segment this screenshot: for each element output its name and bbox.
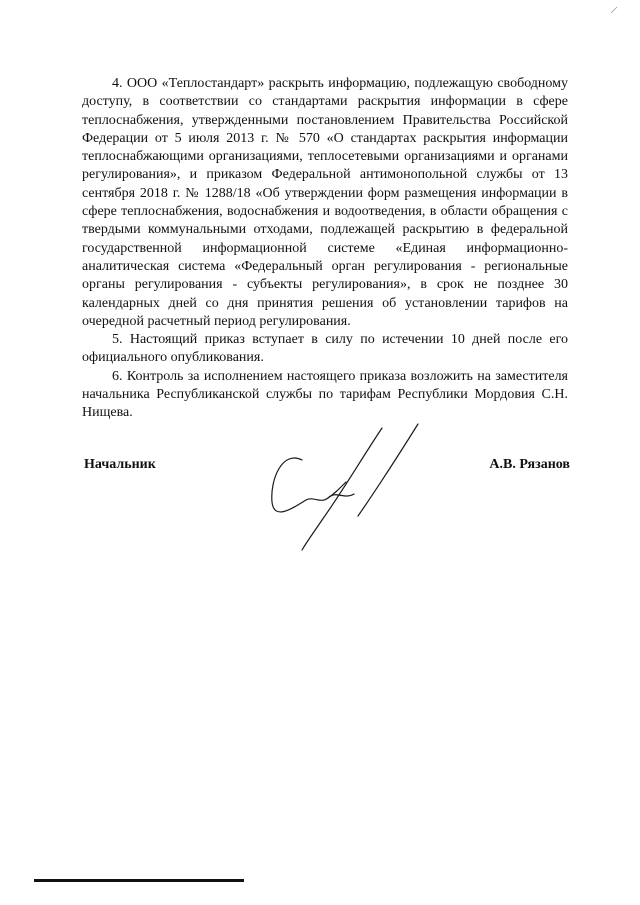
handwritten-signature-icon: [262, 420, 432, 560]
scan-edge-bar: [34, 878, 244, 883]
scan-mark-icon: [610, 6, 618, 14]
paragraph-6: 6. Контроль за исполнением настоящего приказа возложить на заместителя начальника Республиканской службы по тарифам Республики Мордовия С.Н. Нищева.: [82, 368, 568, 421]
paragraph-5: 5. Настоящий приказ вступает в силу по истечении 10 дней после его официального опубликования.: [82, 332, 568, 366]
document-body: [82, 75, 568, 423]
signer-name: А.В. Рязанов: [489, 457, 570, 472]
paragraph-4: 4. ООО «Теплостандарт» раскрыть информацию, подлежащую свободному доступу, в соответствии со стандартами раскрытия информации в сфере теплоснабжения, утвержденными постановлением Правительства Российской Федерации от 5 июля 2013 г. № 570 «О стандартах раскрытия информации теплоснабжающими организациями, теплосетевыми организациями и органами регулирования», и приказом Федеральной антимонопольной службы от 13 сентября 2018 г. № 1288/18 «Об утверждении форм размещения информации в сфере теплоснабжения, водоснабжения и водоотведения, в области обращения с твердыми коммунальными отходами, подлежащей раскрытию в федеральной государственной информационной системе «Единая информационно-аналитическая система «Федеральный орган регулирования - региональные органы регулирования - субъекты регулирования», в срок не позднее 30 календарных дней со дня принятия решения об установлении тарифов на очередной расчетный период регулирования.: [82, 76, 568, 329]
signer-position-title: Начальник: [84, 457, 156, 472]
